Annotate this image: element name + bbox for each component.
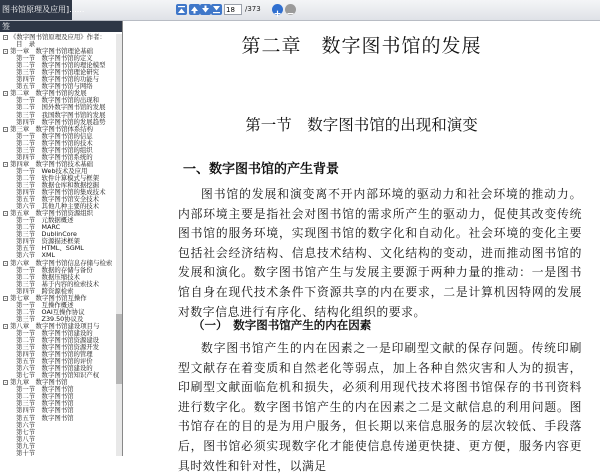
- bookmark-label: 目 录: [16, 40, 36, 49]
- next-page-button[interactable]: [200, 4, 211, 15]
- bookmark-label: 第四节 数字图书馆的集成技术: [16, 188, 106, 197]
- bookmark-label: 第四节 数字图书馆的管理: [16, 350, 93, 359]
- bookmark-label: 第五节 HTML、SGML: [16, 244, 84, 253]
- bookmark-label: 第五节 数字图书馆的评价: [16, 357, 93, 366]
- collapse-toggle-icon[interactable]: -: [4, 323, 7, 330]
- zoom-in-button[interactable]: [272, 4, 283, 15]
- bookmark-label: 第三节 数字图书馆理论研究: [16, 68, 100, 77]
- bookmark-label: 第八节: [16, 434, 36, 443]
- bookmark-label: 第十节: [16, 448, 36, 457]
- collapse-toggle-icon[interactable]: -: [4, 161, 7, 168]
- collapse-toggle-icon[interactable]: -: [4, 260, 7, 267]
- bookmark-label: 第三节 数字图书馆: [16, 399, 74, 408]
- bookmark-label: 第六节 数字图书馆建设的: [16, 364, 93, 373]
- bookmark-label: 第一节 元数据概述: [16, 216, 74, 225]
- bookmark-label: 第二节 软件计算模式与框架: [16, 173, 100, 182]
- bookmark-label: 第三节 我国数字图书馆的发展: [16, 110, 106, 119]
- bookmark-label: 第六节 其他几种主要的技术: [16, 202, 100, 211]
- bookmark-label: 第三章 数字图书馆体系结构: [10, 124, 94, 133]
- bookmark-label: 第三节 DublinCore: [16, 230, 77, 239]
- zoom-out-button[interactable]: [285, 4, 296, 15]
- bookmark-label: 第三节 Z39.50协议及: [16, 314, 84, 323]
- collapse-toggle-icon[interactable]: -: [4, 49, 7, 56]
- bookmark-label: 第六节 XML: [16, 251, 56, 260]
- collapse-toggle-icon[interactable]: -: [4, 211, 7, 218]
- bookmark-label: 第一节 数字图书馆: [16, 385, 74, 394]
- bookmark-label: 第三节 基于内容的检索技术: [16, 279, 100, 288]
- bookmark-label: 第三节 数据仓库和数据挖掘: [16, 180, 100, 189]
- bookmark-label: 第三节 数字图书馆的组织: [16, 145, 93, 154]
- bookmark-label: 第一节 数字图书馆建设的: [16, 328, 93, 337]
- paragraph: 图书馆的发展和演变离不开内部环境的驱动力和社会环境的推动力。内部环境主要是指社会对图书馆的需求所产生的驱动力，促使其改变传统图书馆的服务环境，实现图书馆的数字化和自动化。社会环境的变化主要包括社会经济结构、信息技术结构、文化结构的变动，进而推动图书馆的发展和演化。数字图书馆产生与发展主要源于两种力量的推动：一是图书馆自身在现代技术条件下资源共享的内在要求，二是计算机因特网的发展对数字信息进行有序化、结构化组织的要求。: [178, 187, 582, 319]
- subheading: 一、数字图书馆的产生背景: [183, 162, 340, 177]
- bookmark-label: 第一章 数字图书馆理论基础: [10, 47, 94, 56]
- collapse-toggle-icon[interactable]: -: [4, 35, 7, 41]
- bookmark-label: 第二节 数字图书馆的理论模型: [16, 61, 106, 70]
- bookmark-label: 第四节 资源描述框架: [16, 237, 80, 246]
- scrollbar-thumb[interactable]: [116, 314, 122, 384]
- bookmark-item[interactable]: [0, 450, 116, 457]
- collapse-toggle-icon[interactable]: -: [4, 91, 7, 98]
- previous-page-button[interactable]: [189, 4, 200, 15]
- bookmark-label: 第一节 数据的存储与备份: [16, 265, 93, 274]
- page-total: /373: [245, 5, 261, 13]
- last-page-icon: [211, 4, 222, 15]
- bookmark-label: 第一节 数字图书馆的出现和: [16, 96, 100, 105]
- bookmark-label: 第五章 数字图书馆资源组织: [10, 209, 94, 218]
- section-title: 第一节 数字图书馆的出现和演变: [245, 116, 478, 134]
- paragraph: 数字图书馆产生的内在因素之一是印刷型文献的保存问题。传统印刷型文献存在着变质和自然老化等弱点，加上各种自然灾害和人为的损害，印刷型文献面临危机和损失，必须利用现代技术将图书馆保存的书刊资料进行数字化。数字图书馆产生的内在因素之二是文献信息的利用问题。图书馆存在的目的是为用户服务，但长期以来信息服务的层次较低、手段落后，图书馆必须实现数字化才能使信息传递更快捷、更方便，服务内容更具时效性和针对性，以满足: [178, 341, 582, 473]
- subheading: （一） 数字图书馆产生的内在因素: [193, 318, 372, 332]
- bookmark-label: 第六章 数字图书馆信息存储与检索: [10, 258, 113, 267]
- collapse-toggle-icon[interactable]: -: [4, 380, 7, 387]
- bookmark-label: 第二节 OAI互操作协议: [16, 307, 85, 316]
- bookmark-label: 第四章 数字图书馆技术基础: [10, 159, 94, 168]
- first-page-icon: [176, 4, 187, 15]
- bookmark-label: 第七章 数字图书馆互操作: [10, 293, 87, 302]
- bookmark-label: 第一节 数字图书馆的定义: [16, 54, 93, 63]
- chapter-title: 第二章 数字图书馆的发展: [241, 35, 482, 57]
- minus-icon: [285, 8, 296, 19]
- arrow-up-icon: [189, 4, 200, 15]
- bookmark-label: 第四节 数字图书馆的发展趋势: [16, 117, 106, 126]
- sidebar-scrollbar[interactable]: [116, 34, 122, 456]
- bookmark-label: 第四节 数字图书馆: [16, 406, 74, 415]
- bookmark-label: 第一节 数字图书馆的信息: [16, 131, 93, 140]
- sidebar-header: 签: [0, 21, 122, 32]
- bookmark-label: 第五节 数字图书馆安全技术: [16, 195, 100, 204]
- bookmark-label: 第七节: [16, 427, 36, 436]
- bookmark-label: 《数字图书馆原理及应用》作者：: [10, 33, 106, 41]
- bookmark-label: 第二节 国外数字图书馆的发展: [16, 103, 106, 112]
- page-number-input[interactable]: 18: [224, 4, 242, 15]
- bookmark-label: 第五节 数字图书馆: [16, 413, 74, 422]
- bookmark-sidebar: [0, 21, 123, 456]
- last-page-button[interactable]: [211, 4, 222, 15]
- bookmark-label: 第三节 数字图书馆资源开发: [16, 343, 100, 352]
- bookmark-label: 第五节 数字图书馆与网络: [16, 82, 93, 91]
- bookmark-label: 第九节: [16, 441, 36, 450]
- bookmark-list: [0, 34, 116, 457]
- bookmark-label: 第一节 Web技术及应用: [16, 166, 88, 175]
- toolbar: [0, 0, 600, 21]
- collapse-toggle-icon[interactable]: -: [4, 126, 7, 133]
- plus-icon: [272, 8, 283, 19]
- bookmark-label: 第二章 数字图书馆的发展: [10, 89, 87, 98]
- bookmark-label: 第七节 数字图书馆知识产权: [16, 371, 100, 380]
- document-tab[interactable]: 图书馆原理及应用]......: [0, 0, 72, 20]
- bookmark-label: 第八章 数字图书馆建设项目与: [10, 321, 100, 330]
- bookmark-label: 第四节 跨资源检索: [16, 286, 74, 295]
- bookmark-label: 第二节 数字图书馆资源建设: [16, 336, 100, 345]
- bookmark-label: 第九章 数字图书馆: [10, 378, 68, 387]
- bookmark-label: 第二节 数据压缩技术: [16, 272, 80, 281]
- first-page-button[interactable]: [176, 4, 187, 15]
- bookmark-label: 第四节 数字图书馆的功能与: [16, 75, 100, 84]
- bookmark-label: 第二节 MARC: [16, 223, 61, 232]
- bookmark-label: 第一节 互操作概述: [16, 300, 74, 309]
- document-page: [123, 21, 600, 473]
- collapse-toggle-icon[interactable]: -: [4, 295, 7, 302]
- arrow-down-icon: [200, 4, 211, 15]
- bookmark-label: 第二节 数字图书馆的技术: [16, 138, 93, 147]
- bookmark-label: 第二节 数字图书馆: [16, 392, 74, 401]
- bookmark-label: 第四节 数字图书馆系统的: [16, 152, 93, 161]
- bookmark-label: 第六节: [16, 420, 36, 429]
